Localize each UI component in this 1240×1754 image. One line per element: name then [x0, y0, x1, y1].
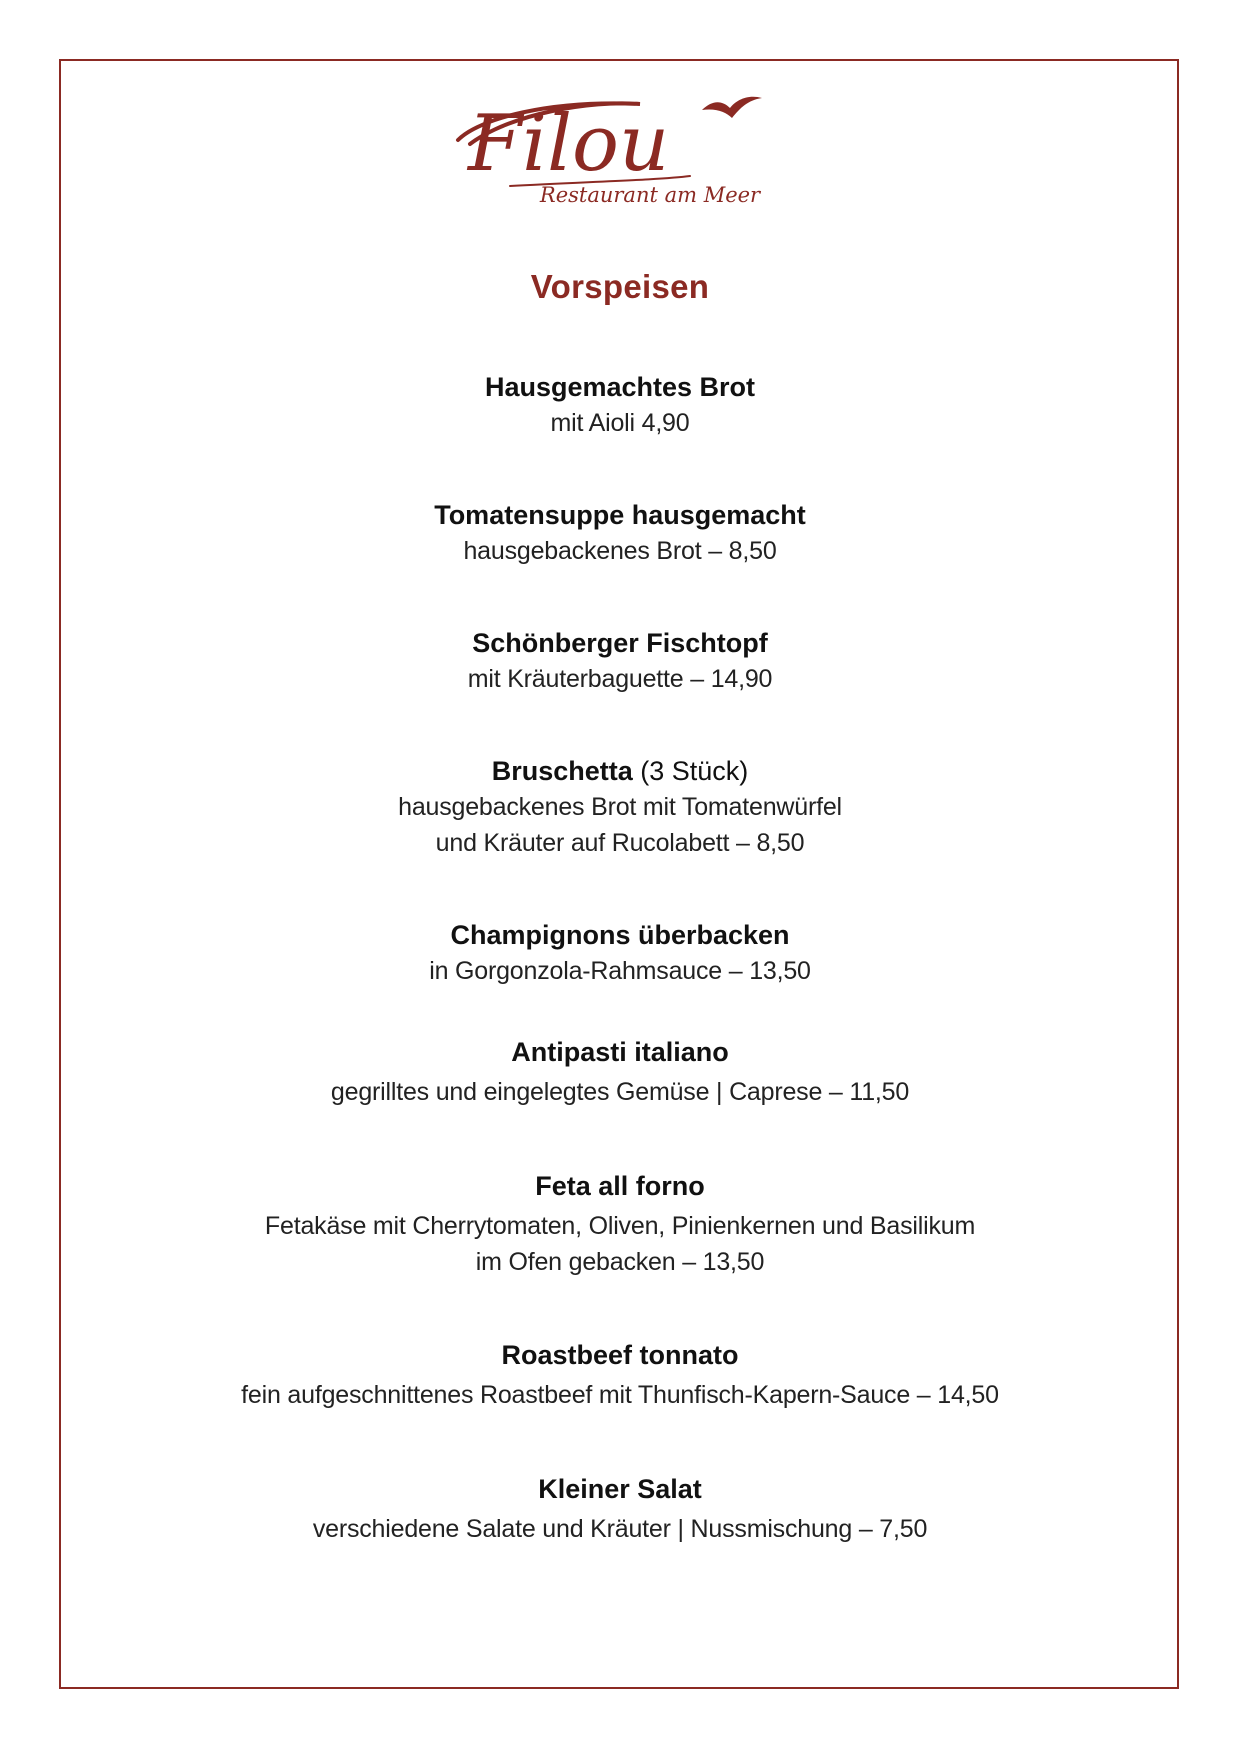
item-quantity: (3 Stück): [640, 756, 749, 786]
item-name-row: [0, 753, 1240, 789]
seagull-icon: [702, 97, 762, 118]
menu-item: [0, 1337, 1240, 1413]
menu-item: [0, 1471, 1240, 1547]
item-name: Schönberger Fischtopf: [472, 628, 768, 658]
item-name: Bruschetta: [491, 756, 633, 786]
menu-item: [0, 1034, 1240, 1110]
item-name: Kleiner Salat: [538, 1474, 702, 1504]
item-description: hausgebackenes Brot – 8,50: [463, 537, 777, 565]
menu-item: [0, 917, 1240, 989]
item-description: und Kräuter auf Rucolabett – 8,50: [435, 829, 805, 857]
item-description: verschiedene Salate und Kräuter | Nussmischung – 7,50: [312, 1515, 928, 1543]
logo-tagline: Restaurant am Meer: [539, 183, 761, 207]
item-description: gegrilltes und eingelegtes Gemüse | Caprese – 11,50: [330, 1078, 910, 1106]
item-description: mit Kräuterbaguette – 14,90: [467, 665, 773, 693]
item-name: Antipasti italiano: [511, 1037, 729, 1067]
item-name: Champignons überbacken: [450, 920, 790, 950]
item-description: fein aufgeschnittenes Roastbeef mit Thunfisch-Kapern-Sauce – 14,50: [241, 1381, 999, 1409]
menu-item: [0, 497, 1240, 569]
restaurant-logo: [440, 78, 800, 208]
item-name: Roastbeef tonnato: [501, 1340, 739, 1370]
section-title: Vorspeisen: [530, 268, 710, 305]
menu-item: [0, 625, 1240, 697]
logo-brand: Filou: [468, 99, 670, 189]
menu-item: [0, 369, 1240, 441]
item-description: Fetakäse mit Cherrytomaten, Oliven, Pinienkernen und Basilikum: [264, 1212, 976, 1240]
item-description: mit Aioli 4,90: [550, 409, 690, 437]
item-name: Hausgemachtes Brot: [484, 372, 756, 402]
item-description: in Gorgonzola-Rahmsauce – 13,50: [429, 957, 811, 985]
menu-item: [0, 753, 1240, 861]
item-name: Tomatensuppe hausgemacht: [434, 500, 806, 530]
item-description: hausgebackenes Brot mit Tomatenwürfel: [398, 793, 842, 821]
item-name: Feta all forno: [535, 1171, 705, 1201]
item-description: im Ofen gebacken – 13,50: [475, 1248, 765, 1276]
menu-item: [0, 1168, 1240, 1280]
